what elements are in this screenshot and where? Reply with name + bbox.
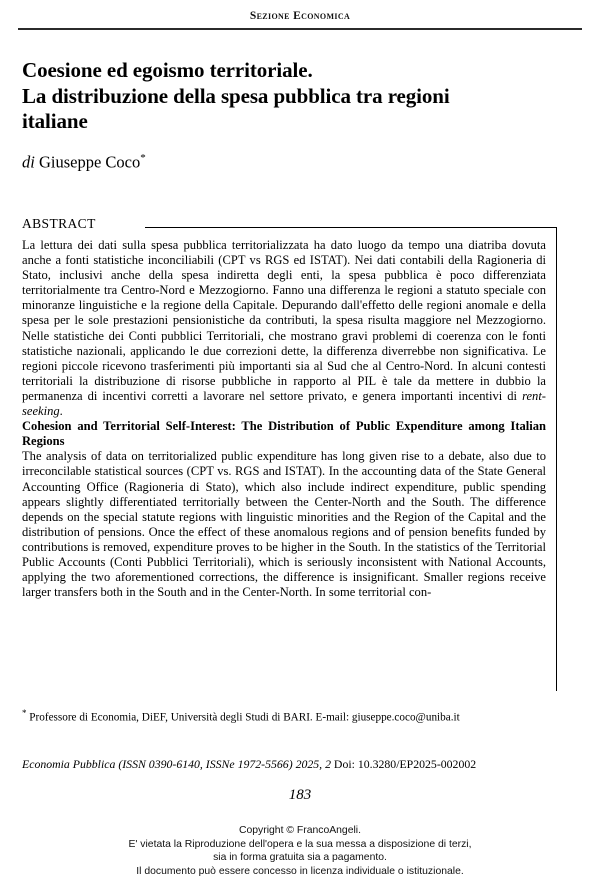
page-number: 183 [288, 787, 312, 803]
title-line-3: italiane [22, 109, 88, 133]
abstract-box-right-rule [556, 227, 557, 691]
abstract-italian-text-end: . [59, 404, 63, 419]
abstract-italian-paragraph [22, 238, 546, 419]
copyright-line-4: Il documento può essere concesso in licenza individuale o istituzionale. [136, 865, 464, 877]
abstract-label: ABSTRACT [22, 216, 96, 231]
running-head: Sezione Economica [249, 10, 351, 22]
abstract-italian-italic-term: rent-seeking [22, 388, 546, 419]
abstract-body [22, 238, 546, 600]
copyright-line-3: sia in forma gratuita sia a pagamento. [213, 852, 387, 864]
header-rule [18, 28, 582, 30]
footnote-text: Professore di Economia, DiEF, Università degli Studi di BARI. E-mail: giuseppe.coco@uniba.it [29, 711, 460, 724]
abstract-english-text: The analysis of data on territorialized public expenditure has long given rise to a debate, also due to irreconcilable statistical sources (CPT vs. RGS and ISTAT). In the accounting data of the State General Accounting Office (Ragioneria di Stato), which also include indirect expenditure, public spending appears slightly differentiated territorially between the Center-North and the South. The difference depends on the special statute regions with linguistic minorities and the Region of the Capital and the distribution of pensions. Once the effect of these anomalous regions and of pension benefits funded by contributions is removed, expenditure proves to be higher in the South. In the statistics of the Territorial Public Accounts (Conti Pubblici Territoriali), which is seriously inconsistent with National Accounts, applying the two aforementioned corrections, the difference is insignificant. Smaller regions receive larger transfers both in the South and in the Center-North. In some territorial con- [22, 449, 546, 600]
author-footnote-mark: * [140, 152, 146, 164]
page-title [22, 58, 568, 135]
title-line-2: La distribuzione della spesa pubblica tra regioni [22, 83, 450, 108]
title-line-1: Coesione ed egoismo territoriale. [22, 58, 313, 82]
author-name: Giuseppe Coco [38, 152, 141, 172]
author-footnote [22, 707, 546, 725]
copyright-line-1: Copyright © FrancoAngeli. [238, 825, 361, 836]
abstract-italian-text: La lettura dei dati sulla spesa pubblica territorializzata ha dato luogo da tempo una diatriba dovuta anche a fonti statistiche inconciliabili (CPT vs RGS ed ISTAT). Nei dati contabili della Ragioneria di Stato, inclusivi anche della spesa indiretta degli enti, la spesa pubblica è poco differenziata territorialmente tra Centro-Nord e Mezzogiorno. Fanno una differenza le regioni a statuto speciale con minoranze linguistiche e la regione della Capitale. Depurando dall'effetto delle regioni anomale e della spesa per le sole prestazioni pensionistiche da contributi, la spesa risulta maggiore nel Mezzogiorno. Nelle statistiche dei Conti pubblici Territoriali, che mostrano gravi problemi di coerenza con le fonti statistiche nazionali, applicando le due correzioni dette, la differenza diverrebbe non significativa. Le regioni piccole ricevono trasferimenti più importanti sia al Sud che al Centro-Nord. In alcuni contesti territoriali la distribuzione di risorse pubbliche in rapporto al PIL è tale da mettere in dubbio la permanenza di incentivi corretti a lavorare nel settore privato, e genera importanti incentivi di [22, 238, 546, 403]
journal-doi: Doi: 10.3280/EP2025-002002 [330, 757, 477, 771]
abstract-box-top-rule [145, 227, 557, 228]
copyright-line-2: E' vietata la Riproduzione dell'opera e la sua messa a disposizione di terzi, [128, 838, 472, 850]
footnote-mark: * [22, 708, 27, 718]
abstract-english-title: Cohesion and Territorial Self-Interest: The Distribution of Public Expenditure among Italian Regions [22, 419, 546, 449]
copyright-notice [0, 824, 600, 878]
journal-citation-title: Economia Pubblica (ISSN 0390-6140, ISSNe 1972-5566) 2025, 2 [22, 757, 331, 771]
author-byline [22, 148, 568, 173]
journal-citation [22, 757, 568, 771]
byline-prefix: di [22, 152, 35, 172]
